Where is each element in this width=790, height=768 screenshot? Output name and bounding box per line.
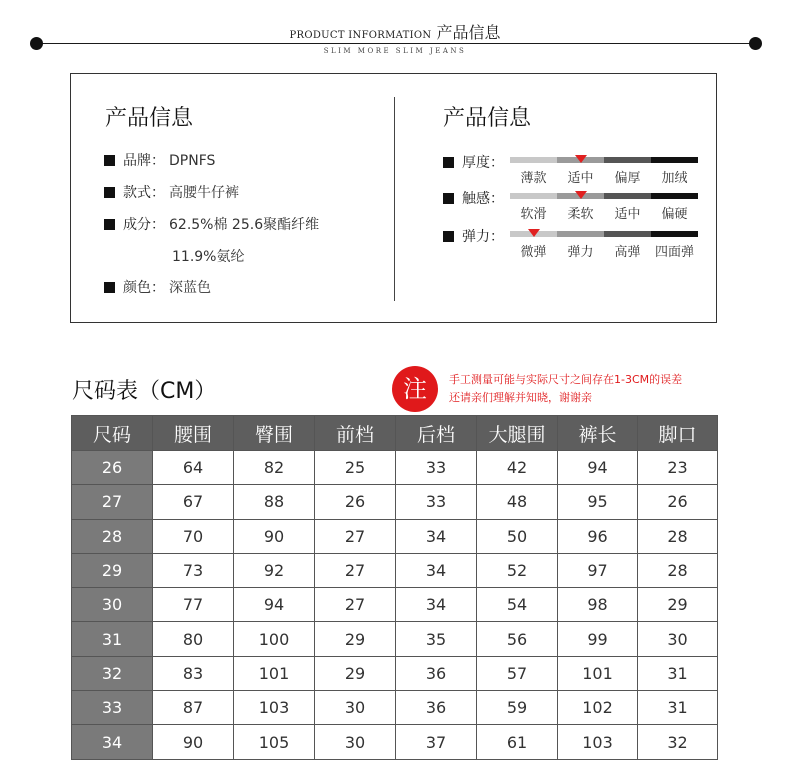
measurement-cell: 25 (315, 451, 396, 485)
measurement-cell: 34 (396, 588, 477, 622)
table-row (72, 451, 718, 485)
measurement-cell: 92 (234, 553, 315, 587)
column-header: 大腿围 (477, 416, 558, 451)
measurement-cell: 94 (234, 588, 315, 622)
size-cell: 28 (72, 519, 153, 553)
measurement-cell: 100 (234, 622, 315, 656)
column-header: 脚口 (638, 416, 718, 451)
spec-composition-cont: 11.9%氨纶 (172, 249, 245, 265)
scale-segment (604, 231, 651, 237)
header-title-zh: 产品信息 (436, 23, 501, 42)
table-row (72, 588, 718, 622)
table-row (72, 691, 718, 725)
scale-segment (510, 157, 557, 163)
measurement-cell: 48 (477, 485, 558, 519)
measurement-cell: 70 (153, 519, 234, 553)
header-rule (36, 43, 756, 44)
scale-bar (510, 157, 698, 163)
scale-option: 偏硬 (661, 207, 688, 222)
column-header: 后档 (396, 416, 477, 451)
table-row (72, 725, 718, 759)
header-subtitle: SLIM MORE SLIM JEANS (323, 47, 467, 55)
square-bullet-icon (104, 219, 115, 230)
measurement-cell: 83 (153, 656, 234, 690)
square-bullet-icon (104, 282, 115, 293)
measurement-cell: 23 (638, 451, 718, 485)
measurement-cell: 98 (558, 588, 638, 622)
square-bullet-icon (104, 155, 115, 166)
table-row (72, 622, 718, 656)
measurement-cell: 102 (558, 691, 638, 725)
scale-segment (651, 193, 698, 199)
square-bullet-icon (443, 157, 454, 168)
scale-marker-icon (528, 229, 540, 237)
scale-option: 偏厚 (614, 171, 641, 186)
measurement-cell: 36 (396, 656, 477, 690)
scale-option: 适中 (614, 207, 641, 222)
square-bullet-icon (104, 187, 115, 198)
scale-label: 触感： (443, 188, 504, 208)
measurement-cell: 54 (477, 588, 558, 622)
measurement-cell: 90 (234, 519, 315, 553)
size-cell: 27 (72, 485, 153, 519)
measurement-cell: 61 (477, 725, 558, 759)
measurement-cell: 34 (396, 519, 477, 553)
measurement-cell: 64 (153, 451, 234, 485)
measurement-cell: 57 (477, 656, 558, 690)
square-bullet-icon (443, 231, 454, 242)
measurement-cell: 80 (153, 622, 234, 656)
spec-style: 款式： 高腰牛仔裤 (104, 183, 239, 203)
size-cell: 26 (72, 451, 153, 485)
measurement-cell: 97 (558, 553, 638, 587)
measurement-cell: 52 (477, 553, 558, 587)
scale-segment (604, 193, 651, 199)
scale-option: 软滑 (520, 207, 547, 222)
note-badge: 注 (392, 366, 438, 412)
measurement-cell: 99 (558, 622, 638, 656)
column-header: 腰围 (153, 416, 234, 451)
scale-segment (557, 231, 604, 237)
measurement-cell: 26 (638, 485, 718, 519)
measurement-cell: 59 (477, 691, 558, 725)
size-table-header (72, 416, 718, 451)
measurement-cell: 56 (477, 622, 558, 656)
measurement-cell: 105 (234, 725, 315, 759)
scale-segment (510, 193, 557, 199)
measurement-cell: 67 (153, 485, 234, 519)
measurement-cell: 82 (234, 451, 315, 485)
measurement-cell: 27 (315, 519, 396, 553)
info-left-title: 产品信息 (105, 106, 194, 131)
measurement-cell: 30 (638, 622, 718, 656)
info-right-title: 产品信息 (443, 106, 532, 131)
measurement-cell: 27 (315, 588, 396, 622)
scale-marker-icon (575, 191, 587, 199)
measurement-cell: 29 (638, 588, 718, 622)
scale-option: 弹力 (567, 245, 594, 260)
table-row (72, 553, 718, 587)
measurement-cell: 30 (315, 725, 396, 759)
measurement-cell: 87 (153, 691, 234, 725)
spec-brand: 品牌： DPNFS (104, 151, 215, 171)
measurement-cell: 34 (396, 553, 477, 587)
scale-label: 弹力： (443, 226, 504, 246)
size-cell: 29 (72, 553, 153, 587)
scale-option: 适中 (567, 171, 594, 186)
column-header: 尺码 (72, 416, 153, 451)
scale-marker-icon (575, 155, 587, 163)
header-title-en: PRODUCT INFORMATION (289, 30, 432, 41)
measurement-cell: 35 (396, 622, 477, 656)
measurement-cell: 103 (234, 691, 315, 725)
column-header: 前档 (315, 416, 396, 451)
measurement-cell: 31 (638, 656, 718, 690)
measurement-cell: 73 (153, 553, 234, 587)
measurement-cell: 101 (558, 656, 638, 690)
scale-bar (510, 193, 698, 199)
scale-segment (651, 157, 698, 163)
info-divider (394, 97, 395, 301)
measurement-cell: 94 (558, 451, 638, 485)
size-cell: 34 (72, 725, 153, 759)
scale-segment (651, 231, 698, 237)
scale-segment (604, 157, 651, 163)
measurement-cell: 103 (558, 725, 638, 759)
size-cell: 32 (72, 656, 153, 690)
header-title (0, 20, 790, 43)
measurement-cell: 32 (638, 725, 718, 759)
table-row (72, 656, 718, 690)
measurement-cell: 28 (638, 519, 718, 553)
spec-composition: 成分： 62.5%棉 25.6聚酯纤维 (104, 215, 319, 235)
scale-option: 四面弹 (654, 245, 694, 260)
scale-option: 薄款 (520, 171, 547, 186)
size-table-body (72, 451, 718, 760)
measurement-cell: 33 (396, 451, 477, 485)
column-header: 臀围 (234, 416, 315, 451)
size-cell: 30 (72, 588, 153, 622)
measurement-cell: 28 (638, 553, 718, 587)
measurement-cell: 29 (315, 656, 396, 690)
scale-option: 加绒 (661, 171, 688, 186)
measurement-cell: 26 (315, 485, 396, 519)
scale-option: 高弹 (614, 245, 641, 260)
size-chart-title: 尺码表（CM） (72, 379, 217, 404)
scale-option: 微弹 (520, 245, 547, 260)
measurement-cell: 33 (396, 485, 477, 519)
table-row (72, 485, 718, 519)
square-bullet-icon (443, 193, 454, 204)
measurement-cell: 101 (234, 656, 315, 690)
measurement-cell: 42 (477, 451, 558, 485)
note-line-1: 手工测量可能与实际尺寸之间存在1-3CM的误差 (449, 373, 683, 386)
measurement-cell: 31 (638, 691, 718, 725)
measurement-cell: 27 (315, 553, 396, 587)
measurement-cell: 30 (315, 691, 396, 725)
scale-label: 厚度： (443, 152, 504, 172)
measurement-cell: 50 (477, 519, 558, 553)
spec-color: 颜色： 深蓝色 (104, 278, 211, 298)
measurement-cell: 88 (234, 485, 315, 519)
scale-option: 柔软 (567, 207, 594, 222)
size-table (71, 415, 718, 760)
size-cell: 31 (72, 622, 153, 656)
measurement-cell: 90 (153, 725, 234, 759)
note-line-2: 还请亲们理解并知晓，谢谢亲 (449, 391, 592, 404)
measurement-cell: 96 (558, 519, 638, 553)
measurement-cell: 29 (315, 622, 396, 656)
measurement-cell: 95 (558, 485, 638, 519)
column-header: 裤长 (558, 416, 638, 451)
measurement-cell: 37 (396, 725, 477, 759)
measurement-cell: 77 (153, 588, 234, 622)
table-row (72, 519, 718, 553)
size-cell: 33 (72, 691, 153, 725)
measurement-cell: 36 (396, 691, 477, 725)
